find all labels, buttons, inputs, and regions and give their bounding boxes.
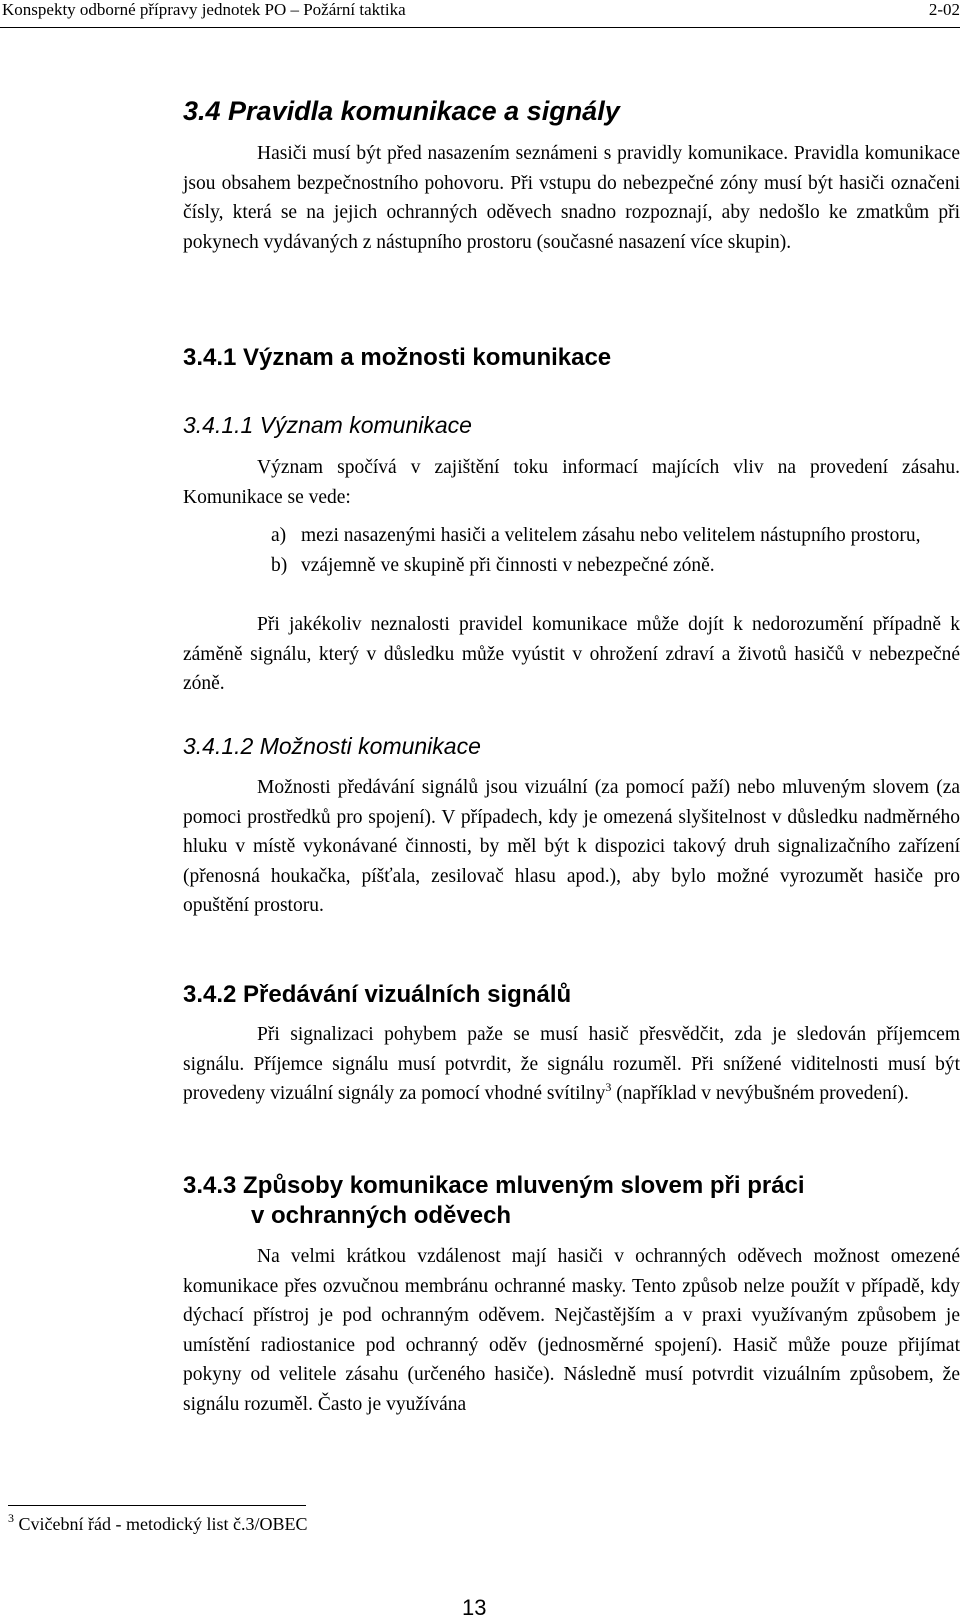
page-header	[0, 0, 960, 30]
subsection-heading-341: 3.4.1 Význam a možnosti komunikace	[183, 344, 612, 371]
subsubsection-heading-3412: 3.4.1.2 Možnosti komunikace	[183, 733, 481, 759]
list-item-text: vzájemně ve skupině při činnosti v nebezpečné zóně.	[301, 554, 715, 576]
paragraph-vizualni-text: Při signalizaci pohybem paže se musí hasič přesvědčit, zda je sledován příjemcem signálu. Příjemce signálu musí potvrdit, že signálu rozuměl. Při snížené viditelnosti musí být provedeny vizuální signály za pomocí vhodné svítilny	[183, 1024, 960, 1104]
list-marker: b)	[271, 554, 288, 576]
list-item	[271, 521, 960, 551]
header-code: 2-02	[928, 0, 960, 19]
paragraph-vyznam	[183, 453, 960, 512]
subsection-heading-343-line2: v ochranných oděvech	[251, 1202, 512, 1229]
footnote-rule	[8, 1505, 306, 1506]
subsection-heading-343-line1: 3.4.3 Způsoby komunikace mluveným slovem při práci	[183, 1172, 805, 1199]
header-rule	[0, 27, 960, 28]
footnote-text: Cvičební řád - metodický list č.3/OBEC	[18, 1514, 308, 1534]
paragraph-neznalost-text: Při jakékoliv neznalosti pravidel komunikace může dojít k nedorozumění případně k záměně signálu, který v důsledku může vyústit v ohrožení zdraví a životů hasičů v nebezpečné zóně.	[183, 614, 960, 694]
paragraph-vizualni	[183, 1020, 960, 1109]
subsection-heading-343	[183, 1171, 805, 1231]
footnote-reference[interactable]: 3	[605, 1080, 612, 1094]
footnote	[8, 1513, 307, 1535]
footnote-number: 3	[8, 1511, 14, 1525]
section-intro-text: Hasiči musí být před nasazením seznámeni s pravidly komunikace. Pravidla komunikace jsou obsahem bezpečnostního pohovoru. Při vstupu do nebezpečné zóny musí být hasiči označeni čísly, která se na jejich ochranných oděvech snadno rozpoznají, aby nedošlo ke zmatkům při pokynech vydávaných z nástupního prostoru (současné nasazení více skupin).	[183, 143, 960, 253]
paragraph-moznosti-text: Možnosti předávání signálů jsou vizuální (za pomocí paží) nebo mluveným slovem (za pomoci prostředků pro spojení). V případech, kdy je omezená slyšitelnost v důsledku nadměrného hluku v místě vykonávané činnosti, by měl být k dispozici takový druh signalizačního zařízení (přenosná houkačka, píšťala, zesilovač hlasu apod.), aby bylo možné vyrozumět hasiče pro opuštění prostoru.	[183, 777, 960, 916]
header-title: Konspekty odborné přípravy jednotek PO – Požární taktika	[2, 0, 406, 19]
list-item	[271, 551, 960, 581]
subsection-heading-342: 3.4.2 Předávání vizuálních signálů	[183, 981, 572, 1008]
paragraph-mluvene-slovo-text: Na velmi krátkou vzdálenost mají hasiči v ochranných oděvech možnost omezené komunikace přes ozvučnou membránu ochranné masky. Tento způsob nelze použít v případě, kdy dýchací přístroj je pod ochranným oděvem. Nejčastějším a v praxi využívaným způsobem je umístění radiostanice pod ochranný oděv (jednosměrné spojení). Hasič může pouze přijímat pokyny od velitele zásahu (určeného hasiče). Následně musí potvrdit vizuálním způsobem, že signálu rozuměl. Často je využívána	[183, 1246, 960, 1415]
section-intro	[183, 139, 960, 257]
communication-list	[271, 521, 960, 580]
subsubsection-heading-3411: 3.4.1.1 Význam komunikace	[183, 412, 472, 438]
paragraph-mluvene-slovo	[183, 1242, 960, 1419]
paragraph-vyznam-text: Význam spočívá v zajištění toku informací majících vliv na provedení zásahu. Komunikace se vede:	[183, 457, 960, 508]
list-marker: a)	[271, 525, 287, 546]
paragraph-vizualni-text-end: (například v nevýbušném provedení).	[611, 1083, 909, 1104]
section-heading: 3.4 Pravidla komunikace a signály	[183, 96, 620, 126]
paragraph-neznalost	[183, 610, 960, 699]
paragraph-moznosti	[183, 773, 960, 921]
page-number: 13	[462, 1595, 487, 1620]
list-item-text: mezi nasazenými hasiči a velitelem zásahu nebo velitelem nástupního prostoru,	[301, 525, 921, 546]
